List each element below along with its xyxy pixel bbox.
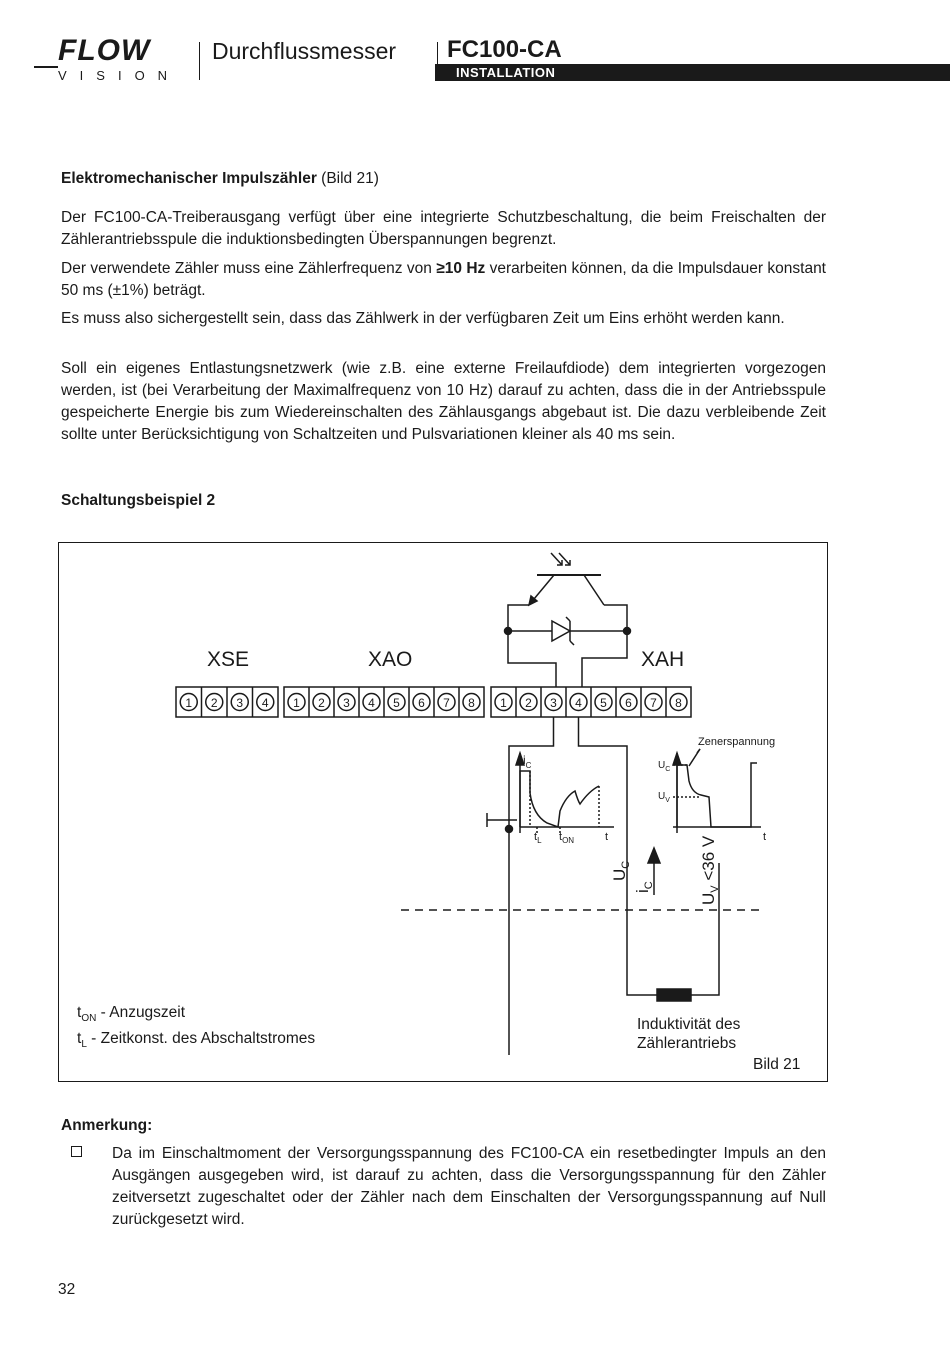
graph2-uv-label: $U_V$	[658, 791, 670, 804]
pin-label: 1	[500, 696, 507, 710]
header-divider	[437, 42, 438, 64]
legend-text: - Anzugszeit	[96, 1004, 186, 1021]
graph2-x-label: t	[763, 831, 767, 843]
pin-label: 6	[418, 696, 425, 710]
connector-label-xse: XSE	[207, 648, 250, 671]
legend-symbol-sub: L	[81, 1039, 87, 1051]
figure-caption: Bild 21	[753, 1056, 801, 1073]
graph1-y-label: $i_C$	[523, 753, 532, 770]
pin-label: 2	[318, 696, 325, 710]
coil-label-line: Zählerantriebs	[637, 1035, 737, 1052]
paragraph-text: Der FC100-CA-Treiberausgang verfügt über eine integrierte Schutzbeschaltung, die beim Freischalten der Zählerantriebsspule die induktionsbedingten Überspannungen begrenzt.	[61, 209, 826, 248]
pin-label: 6	[625, 696, 632, 710]
logo-underline	[34, 66, 58, 68]
coil-label-line: Induktivität des	[637, 1016, 741, 1033]
pin-label: 7	[650, 696, 657, 710]
pin-label: 7	[443, 696, 450, 710]
circuit-figure	[58, 542, 828, 1082]
page-header	[0, 0, 950, 90]
connector-xao	[284, 687, 484, 717]
connector-xah	[491, 687, 691, 717]
legend-symbol: t	[77, 1030, 82, 1047]
legend-ton	[77, 1004, 185, 1024]
voltage-graph	[673, 749, 761, 833]
header-section: INSTALLATION	[456, 65, 556, 80]
uv-vertical-label: $U_V <36$ V	[699, 835, 721, 905]
heading-bold: Elektromechanischer Impulszähler	[61, 170, 317, 187]
connector-label-xao: XAO	[368, 648, 413, 671]
legend-symbol-sub: ON	[81, 1013, 97, 1025]
logo-flow-text: FLOW	[58, 34, 151, 67]
paragraph-text: Soll ein eigenes Entlastungsnetzwerk (wie z.B. eine externe Freilaufdiode) dem integrierten vorgezogen werden, ist (bei Verarbeitung der Maximalfrequenz von 10 Hz) darauf zu achten, dass die in der Antriebsspule gespeicherte Energie bis zum Wiedereinschalten des Zählausgangs abgebaut ist. Die dazu verbleibende Zeit sollte unter Berücksichtigung von Schaltzeiten und Pulsvariationen kleiner als 40 ms sein.	[61, 360, 826, 443]
frequency-value: ≥10 Hz	[436, 260, 486, 277]
optocoupler-symbol	[505, 553, 631, 687]
graph1-ton-label: $t_{ON}$	[559, 831, 575, 845]
connector-xse	[176, 687, 278, 717]
paragraph-text: Der verwendete Zähler muss eine Zählerfrequenz von	[61, 260, 437, 277]
logo-vision-text: VISION	[58, 68, 181, 83]
pin-label: 3	[550, 696, 557, 710]
pin-label: 1	[293, 696, 300, 710]
pin-label: 5	[393, 696, 400, 710]
section-heading	[61, 168, 826, 190]
pin-label: 2	[210, 696, 218, 710]
current-graph	[487, 753, 614, 835]
paragraph-text: verarbeiten können, da die Impulsdauer konstant 50 ms (±1%) beträgt.	[61, 260, 826, 299]
note-heading: Anmerkung:	[61, 1117, 153, 1134]
uc-vertical-label: $U_C$	[610, 860, 632, 881]
header-divider	[199, 42, 200, 80]
legend-tl	[77, 1030, 315, 1050]
legend-text: - Zeitkonst. des Abschaltstromes	[86, 1030, 316, 1047]
pin-label: 4	[261, 696, 269, 710]
graph1-x-label: t	[605, 831, 609, 843]
ic-vertical-label: $i_C$	[633, 881, 655, 893]
heading-ref: (Bild 21)	[316, 170, 379, 187]
connector-label-xah: XAH	[641, 648, 685, 671]
coil-label	[637, 1015, 740, 1053]
pin-label: 1	[185, 696, 193, 710]
paragraph-2	[61, 258, 826, 302]
header-model: FC100-CA	[447, 36, 562, 63]
graph1-tl-label: $t_L$	[534, 831, 542, 845]
legend-symbol: t	[77, 1004, 82, 1021]
pin-label: 4	[368, 696, 375, 710]
circuit-heading: Schaltungsbeispiel 2	[61, 492, 216, 509]
note-text: Da im Einschaltmoment der Versorgungsspannung des FC100-CA ein resetbedingter Impuls an den Ausgängen ausgegeben wird, ist darauf zu achten, dass die Versorgungsspannung für den Zähler zeitversetzt zugeschaltet oder der Zähler nach dem Einschalten der Versorgungsspannung auf Null zurückgesetzt wird.	[112, 1145, 826, 1228]
paragraph-3	[61, 308, 826, 330]
zener-label: Zenerspannung	[698, 736, 776, 748]
pin-label: 4	[575, 696, 582, 710]
header-product: Durchflussmesser	[212, 38, 397, 64]
pin-label: 8	[675, 696, 682, 710]
pin-label: 5	[600, 696, 607, 710]
paragraph-text: Es muss also sichergestellt sein, dass das Zählwerk in der verfügbaren Zeit um Eins erhöht werden kann.	[61, 310, 785, 327]
paragraph-4	[61, 358, 826, 446]
pin-label: 3	[236, 696, 244, 710]
paragraph-1	[61, 207, 826, 251]
checkbox-bullet-icon	[71, 1146, 82, 1157]
pin-label: 8	[468, 696, 475, 710]
pin-label: 3	[343, 696, 350, 710]
page-number: 32	[58, 1281, 76, 1298]
pin-label: 2	[525, 696, 532, 710]
circuit-diagram	[59, 543, 829, 1083]
graph2-uc-label: $U_C$	[658, 760, 671, 773]
